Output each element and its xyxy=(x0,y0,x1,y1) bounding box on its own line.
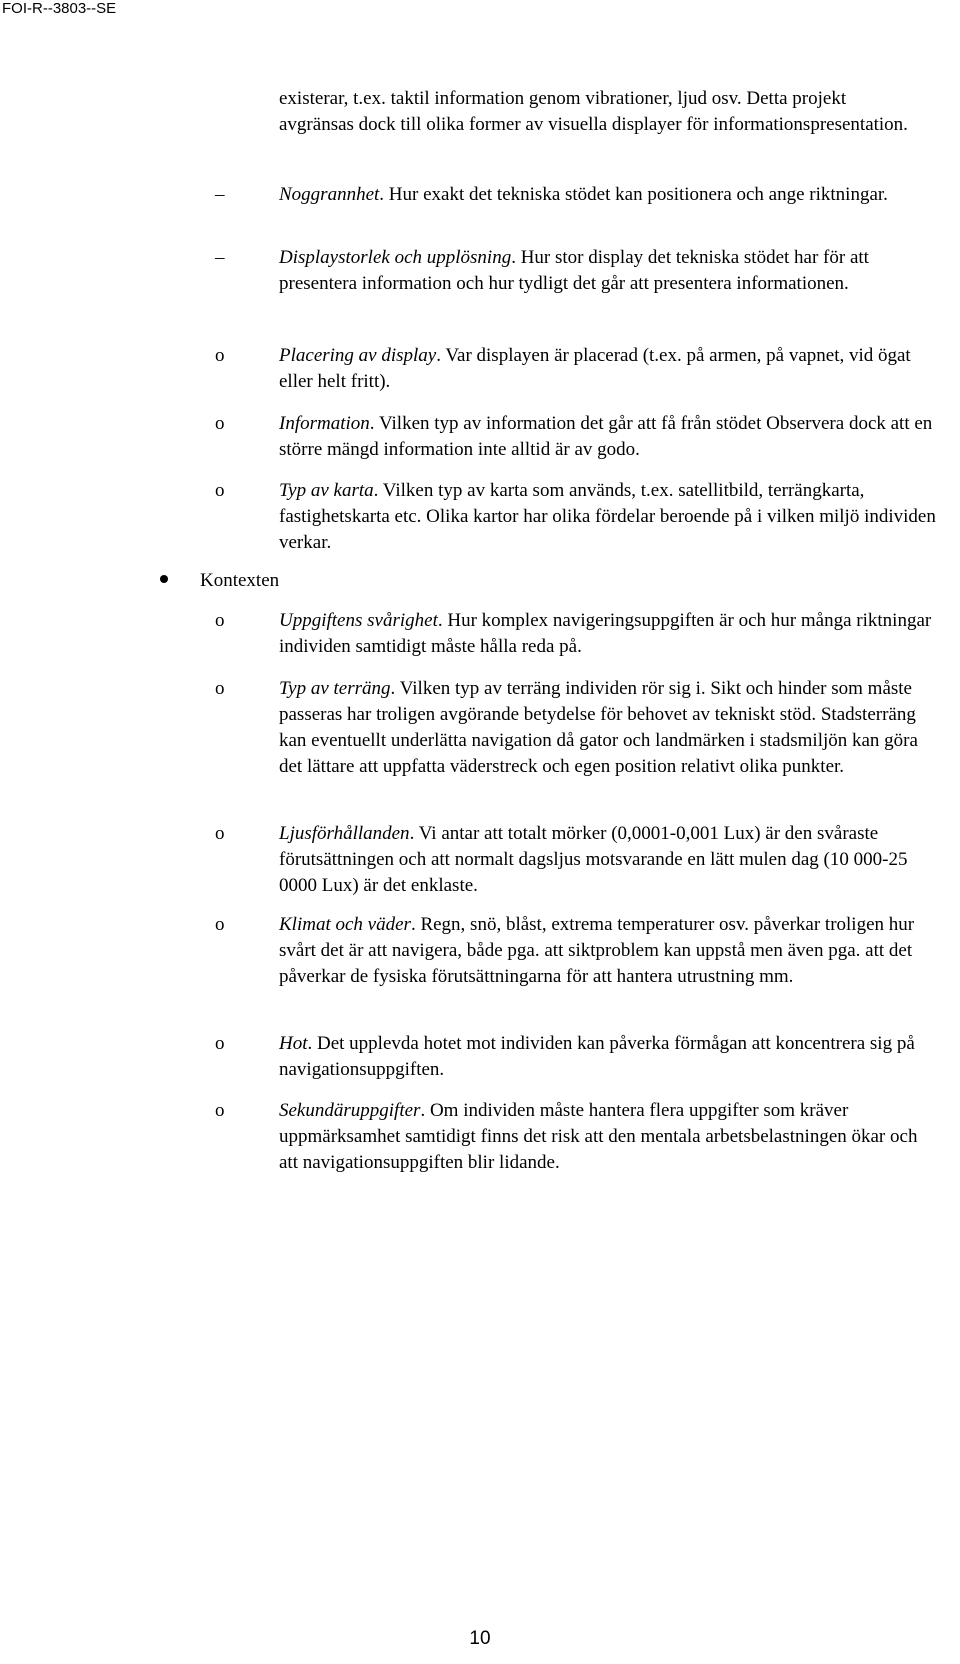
circle-marker: o xyxy=(215,1100,225,1121)
item-description: . Vilken typ av terräng individen rör sig i. Sikt och hinder som måste passeras har troligen avgörande betydelse för behovet av tekniskt stöd. Stadsterräng kan eventuellt underlätta navigation då gator och landmärken i stadsmiljön kan göra det lättare att uppfatta väderstreck och egen position relativt olika punkter. xyxy=(279,678,918,777)
item-term: Klimat och väder xyxy=(279,914,411,935)
page-number: 10 xyxy=(469,1628,491,1649)
list-item xyxy=(215,1031,939,1083)
item-term: Typ av karta xyxy=(279,480,374,501)
item-description: . Vilken typ av information det går att få från stödet Observera dock att en större mängd information inte alltid är av godo. xyxy=(279,413,933,460)
circle-marker: o xyxy=(215,823,225,844)
circle-marker: o xyxy=(215,678,225,699)
item-description: . Vilken typ av karta som används, t.ex. satellitbild, terrängkarta, fastighetskarta etc. Olika kartor har olika fördelar beroende på i vilken miljö individen verkar. xyxy=(279,480,936,553)
item-description: . Hur komplex navigeringsuppgiften är och hur många riktningar individen samtidigt måste hålla reda på. xyxy=(279,610,932,657)
item-description: . Om individen måste hantera flera uppgifter som kräver uppmärksamhet samtidigt finns det risk att den mentala arbetsbelastningen ökar och att navigationsuppgiften blir lidande. xyxy=(279,1100,918,1173)
item-term: Uppgiftens svårighet xyxy=(279,610,438,631)
item-term: Sekundäruppgifter xyxy=(279,1100,421,1121)
item-description: . Hur exakt det tekniska stödet kan positionera och ange riktningar. xyxy=(379,184,888,205)
item-description: existerar, t.ex. taktil information genom vibrationer, ljud osv. Detta projekt avgränsas dock till olika former av visuella displayer för informationspresentation. xyxy=(279,88,908,135)
item-description: . Regn, snö, blåst, extrema temperaturer osv. påverkar troligen hur svårt det är att navigera, både pga. att siktproblem kan uppstå men även pga. att det påverkar de fysiska förutsättningarna för att hantera utrustning mm. xyxy=(279,914,915,987)
section-heading: Kontexten xyxy=(200,570,280,591)
list-item xyxy=(215,676,939,780)
circle-marker: o xyxy=(215,1033,225,1054)
list-item xyxy=(215,608,939,660)
item-description: . Var displayen är placerad (t.ex. på armen, på vapnet, vid ögat eller helt fritt). xyxy=(279,345,911,392)
list-item xyxy=(215,1098,939,1176)
item-description: . Hur stor display det tekniska stödet har för att presentera information och hur tydligt det går att presentera informationen. xyxy=(279,247,869,294)
circle-marker: o xyxy=(215,610,225,631)
list-item xyxy=(215,245,919,297)
item-term: Typ av terräng xyxy=(279,678,391,699)
dash-marker: – xyxy=(215,184,225,205)
circle-marker: o xyxy=(215,480,225,501)
list-item xyxy=(215,821,939,899)
list-item xyxy=(215,343,919,395)
item-description: . Det upplevda hotet mot individen kan påverka förmågan att koncentrera sig på navigationsuppgiften. xyxy=(279,1033,915,1080)
list-item xyxy=(215,182,919,208)
list-item xyxy=(215,478,939,556)
bullet-icon xyxy=(160,575,168,583)
item-description: . Vi antar att totalt mörker (0,0001-0,001 Lux) är den svåraste förutsättningen och att normalt dagsljus motsvarande en lätt mulen dag (10 000-25 0000 Lux) är det enklaste. xyxy=(279,823,908,896)
list-item xyxy=(215,411,939,463)
item-term: Displaystorlek och upplösning xyxy=(279,247,512,268)
document-id-header: FOI-R--3803--SE xyxy=(2,0,117,17)
item-term: Placering av display xyxy=(279,345,437,366)
item-term: Hot xyxy=(279,1033,308,1054)
circle-marker: o xyxy=(215,914,225,935)
list-item xyxy=(215,912,939,990)
dash-marker: – xyxy=(215,247,225,268)
circle-marker: o xyxy=(215,413,225,434)
list-item xyxy=(279,86,919,138)
item-term: Ljusförhållanden xyxy=(279,823,410,844)
circle-marker: o xyxy=(215,345,225,366)
item-term: Information xyxy=(279,413,370,434)
item-term: Noggrannhet xyxy=(279,184,380,205)
